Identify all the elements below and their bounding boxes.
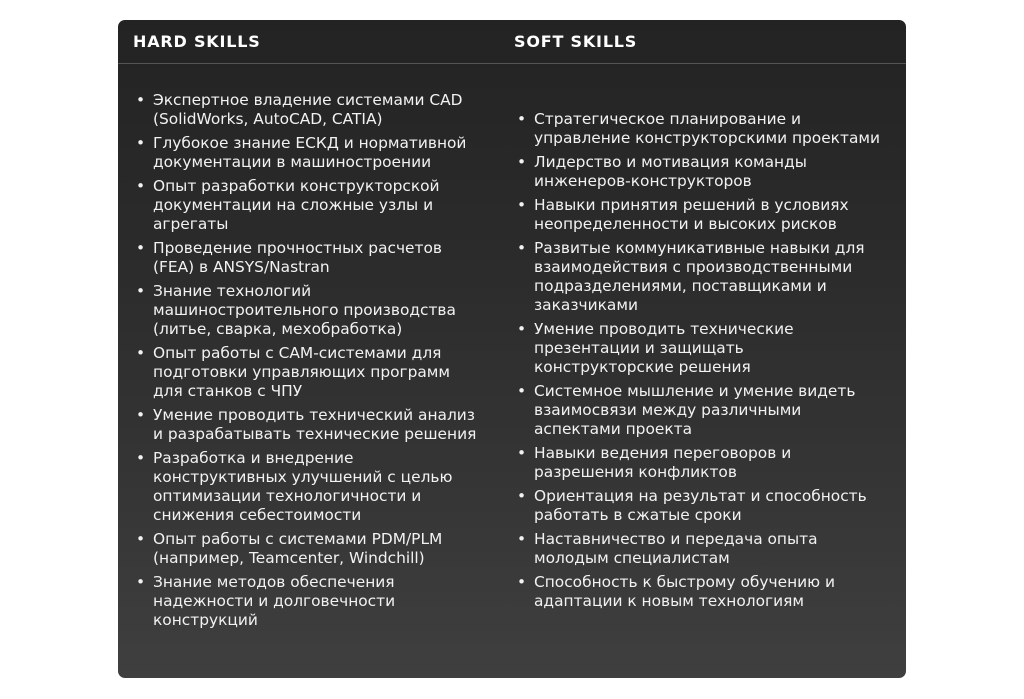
- list-item-text: Умение проводить технические презентации и защищать конструкторские решения: [534, 320, 794, 376]
- bullet-icon: •: [136, 177, 146, 195]
- list-item-text: Развитые коммуникативные навыки для взаимодействия с производственными подразделениями, поставщиками и заказчиками: [534, 239, 865, 314]
- bullet-icon: •: [517, 573, 527, 591]
- list-item: [514, 239, 884, 315]
- list-item: [514, 382, 884, 439]
- list-item-text: Опыт разработки конструкторской документации на сложные узлы и агрегаты: [153, 177, 440, 233]
- skills-card: [118, 20, 906, 678]
- list-item: [514, 444, 884, 482]
- soft-skills-title: SOFT SKILLS: [514, 32, 638, 51]
- list-item-text: Разработка и внедрение конструктивных улучшений с целью оптимизации технологичности и снижения себестоимости: [153, 449, 453, 524]
- bullet-icon: •: [136, 239, 146, 257]
- bullet-icon: •: [136, 573, 146, 591]
- list-item: [133, 344, 478, 401]
- bullet-icon: •: [517, 320, 527, 338]
- list-item: [133, 449, 478, 525]
- list-item: [133, 282, 478, 339]
- list-item: [133, 91, 478, 129]
- list-item-text: Проведение прочностных расчетов (FEA) в ANSYS/Nastran: [153, 239, 442, 276]
- list-item-text: Системное мышление и умение видеть взаимосвязи между различными аспектами проекта: [534, 382, 856, 438]
- list-item: [133, 530, 478, 568]
- bullet-icon: •: [136, 282, 146, 300]
- list-item-text: Стратегическое планирование и управление конструкторскими проектами: [534, 110, 880, 147]
- bullet-icon: •: [517, 487, 527, 505]
- bullet-icon: •: [136, 91, 146, 109]
- list-item: [514, 320, 884, 377]
- soft-skills-list: [514, 110, 884, 616]
- bullet-icon: •: [136, 134, 146, 152]
- list-item: [133, 239, 478, 277]
- bullet-icon: •: [517, 530, 527, 548]
- list-item: [514, 196, 884, 234]
- list-item-text: Ориентация на результат и способность работать в сжатые сроки: [534, 487, 867, 524]
- bullet-icon: •: [517, 382, 527, 400]
- list-item: [514, 153, 884, 191]
- list-item-text: Лидерство и мотивация команды инженеров-конструкторов: [534, 153, 807, 190]
- list-item-text: Опыт работы с системами PDM/PLM (например, Teamcenter, Windchill): [153, 530, 443, 567]
- bullet-icon: •: [517, 153, 527, 171]
- list-item: [514, 573, 884, 611]
- bullet-icon: •: [517, 110, 527, 128]
- list-item-text: Экспертное владение системами CAD (SolidWorks, AutoCAD, CATIA): [153, 91, 463, 128]
- list-item-text: Знание методов обеспечения надежности и долговечности конструкций: [153, 573, 396, 629]
- list-item-text: Знание технологий машиностроительного производства (литье, сварка, мехобработка): [153, 282, 456, 338]
- bullet-icon: •: [136, 344, 146, 362]
- hard-skills-list: [133, 91, 478, 635]
- list-item: [514, 530, 884, 568]
- list-item-text: Умение проводить технический анализ и разрабатывать технические решения: [153, 406, 477, 443]
- skills-header: [118, 20, 906, 64]
- list-item-text: Глубокое знание ЕСКД и нормативной документации в машиностроении: [153, 134, 467, 171]
- bullet-icon: •: [517, 196, 527, 214]
- list-item: [514, 110, 884, 148]
- list-item-text: Наставничество и передача опыта молодым специалистам: [534, 530, 818, 567]
- list-item-text: Навыки принятия решений в условиях неопределенности и высоких рисков: [534, 196, 849, 233]
- list-item: [133, 573, 478, 630]
- list-item-text: Опыт работы с CAM-системами для подготовки управляющих программ для станков с ЧПУ: [153, 344, 451, 400]
- list-item: [514, 487, 884, 525]
- bullet-icon: •: [136, 406, 146, 424]
- bullet-icon: •: [517, 239, 527, 257]
- list-item: [133, 177, 478, 234]
- bullet-icon: •: [136, 530, 146, 548]
- hard-skills-title: HARD SKILLS: [133, 32, 261, 51]
- bullet-icon: •: [517, 444, 527, 462]
- bullet-icon: •: [136, 449, 146, 467]
- list-item: [133, 134, 478, 172]
- list-item: [133, 406, 478, 444]
- list-item-text: Навыки ведения переговоров и разрешения конфликтов: [534, 444, 792, 481]
- list-item-text: Способность к быстрому обучению и адаптации к новым технологиям: [534, 573, 836, 610]
